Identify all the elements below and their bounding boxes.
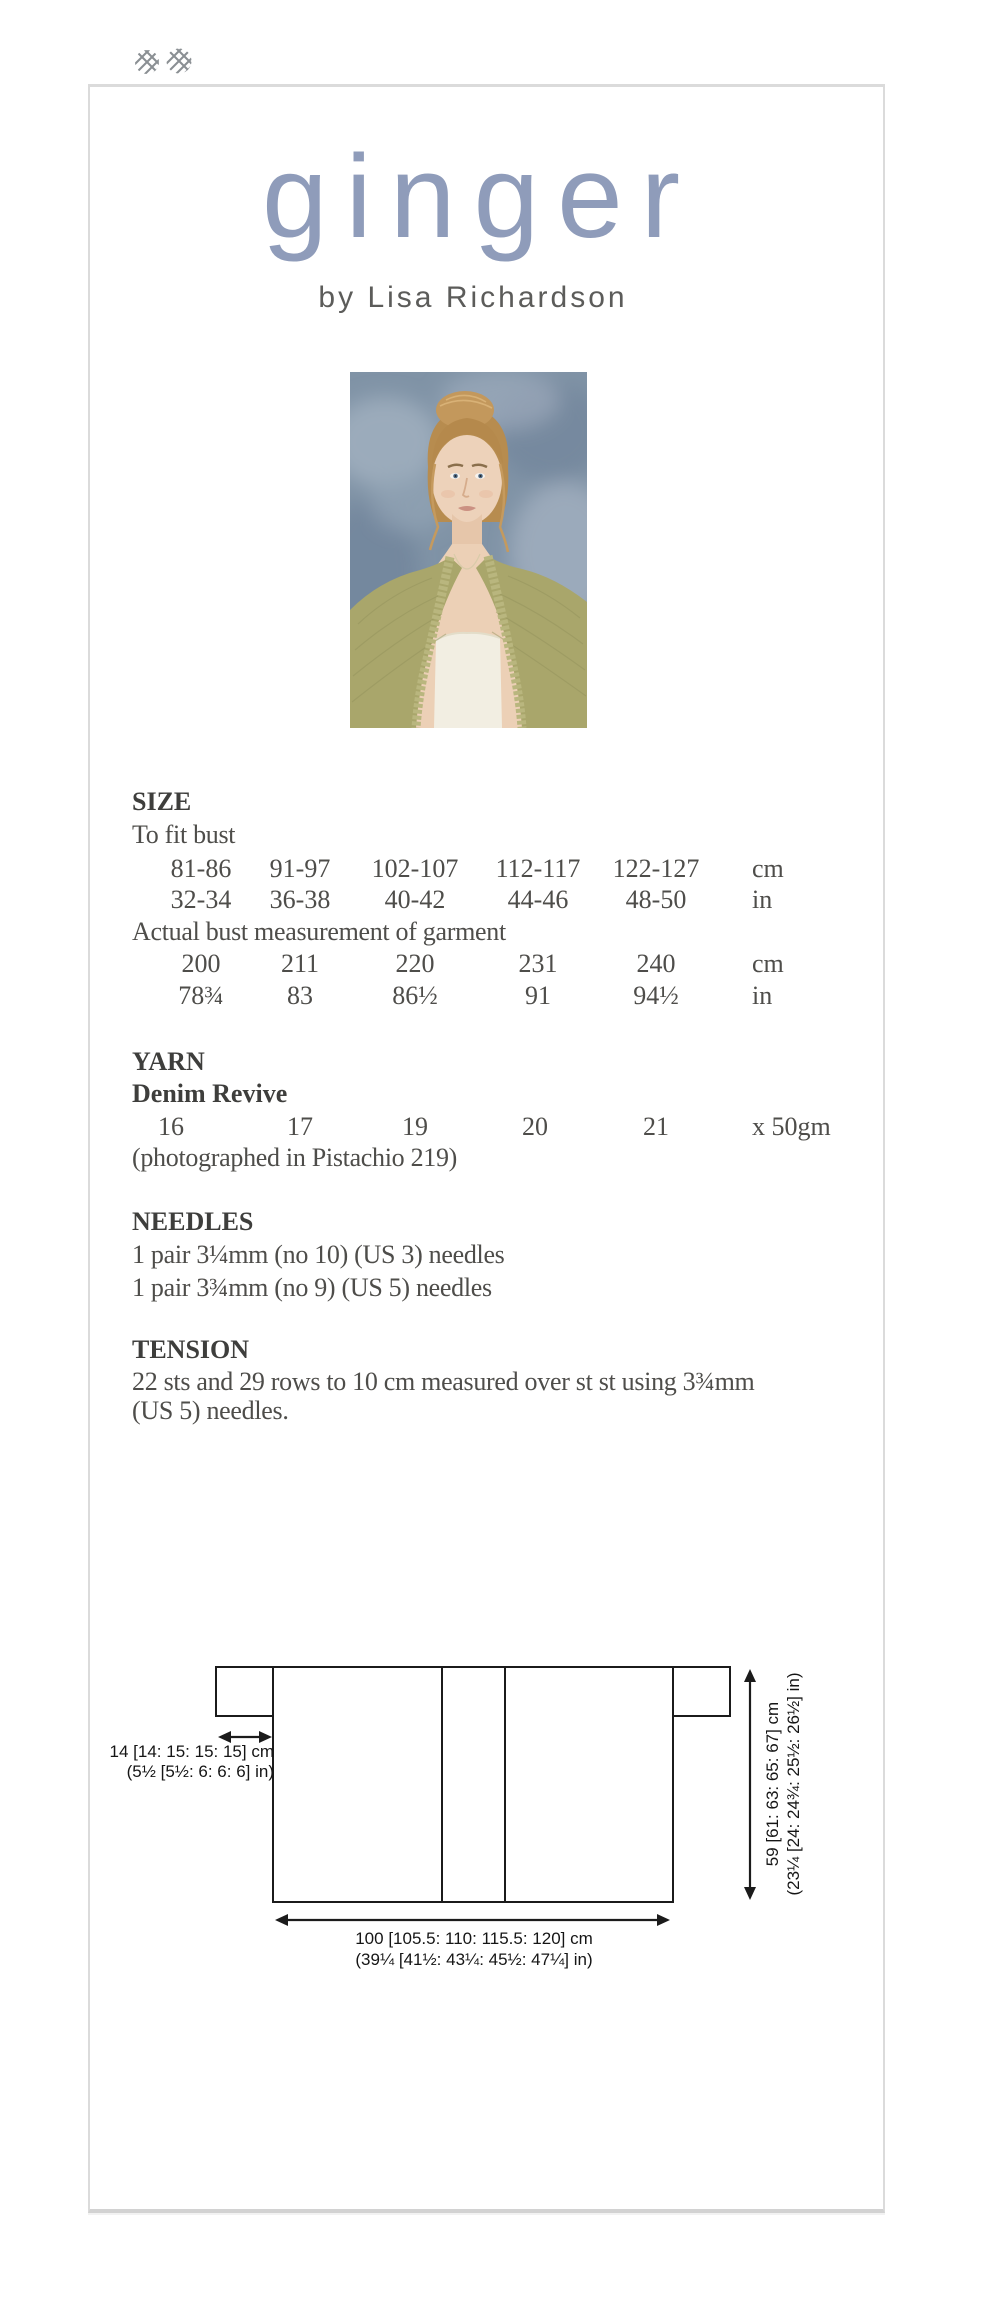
needles-line-2: 1 pair 3¾mm (no 9) (US 5) needles	[132, 1273, 492, 1302]
size-value: 211	[280, 949, 320, 978]
yarn-unit-label: x 50gm	[752, 1112, 831, 1141]
cuff-width-cm: 14 [14: 15: 15: 15] cm	[109, 1742, 274, 1761]
tension-line-1: 22 sts and 29 rows to 10 cm measured over st st using 3¾mm	[132, 1367, 755, 1396]
length-arrow	[744, 1669, 756, 1900]
yarn-name: Denim Revive	[132, 1079, 288, 1108]
yarn-note: (photographed in Pistachio 219)	[132, 1143, 458, 1172]
size-value: 36-38	[269, 885, 331, 914]
tension-heading: TENSION	[132, 1335, 250, 1364]
yarn-quantity: 19	[402, 1112, 428, 1141]
size-actual-label: Actual bust measurement of garment	[132, 917, 506, 946]
size-value: 83	[287, 981, 313, 1010]
yarn-ball-1	[134, 43, 170, 81]
size-value: 220	[395, 949, 435, 978]
unit-label: cm	[752, 854, 784, 883]
size-value: 231	[518, 949, 558, 978]
size-value: 112-117	[495, 854, 581, 883]
size-value: 48-50	[625, 885, 687, 914]
yarn-ball-2	[160, 43, 194, 80]
size-value: 91-97	[269, 854, 331, 883]
length-in: (23¼ [24: 24¾: 25½: 26½] in)	[784, 1672, 803, 1896]
yarn-quantity: 17	[287, 1112, 313, 1141]
yarn-heading: YARN	[132, 1047, 205, 1076]
length-label	[762, 1672, 804, 1895]
body-outline	[273, 1667, 673, 1902]
needles-line-1: 1 pair 3¼mm (no 10) (US 3) needles	[132, 1240, 505, 1269]
width-arrow	[275, 1914, 670, 1926]
cuff-width-in: (5½ [5½: 6: 6: 6] in)	[126, 1762, 274, 1781]
right-cuff-outline	[673, 1667, 730, 1716]
unit-label: cm	[752, 949, 784, 978]
length-cm: 59 [61: 63: 65: 67] cm	[763, 1701, 782, 1867]
size-value: 94½	[633, 981, 679, 1010]
yarn-quantity: 16	[158, 1112, 184, 1141]
size-value: 102-107	[371, 854, 459, 883]
unit-label: in	[752, 981, 773, 1010]
size-to-fit-cm-row	[132, 853, 832, 885]
camisole	[434, 633, 502, 728]
yarn-quantity: 21	[643, 1112, 669, 1141]
width-in: (39¼ [41½: 43¼: 45½: 47¼] in)	[355, 1950, 593, 1969]
cuff-width-label	[96, 1742, 274, 1782]
yarn-balls-logo-icon	[134, 43, 194, 81]
model-photo-image	[350, 372, 587, 728]
width-label	[355, 1928, 593, 1970]
size-value: 240	[636, 949, 676, 978]
left-cuff-outline	[216, 1667, 273, 1716]
size-value: 32-34	[170, 885, 232, 914]
yarn-quantities-row	[132, 1111, 832, 1143]
size-value: 122-127	[612, 854, 700, 883]
width-cm: 100 [105.5: 110: 115.5: 120] cm	[355, 1929, 593, 1948]
tension-line-2: (US 5) needles.	[132, 1396, 289, 1425]
unit-label: in	[752, 885, 773, 914]
size-to-fit-label: To fit bust	[132, 820, 236, 849]
pattern-title: ginger	[261, 131, 699, 263]
size-value: 78¾	[178, 981, 224, 1010]
size-value: 81-86	[170, 854, 232, 883]
size-value: 86½	[392, 981, 438, 1010]
size-actual-in-row	[132, 980, 832, 1012]
needles-heading: NEEDLES	[132, 1207, 254, 1236]
size-actual-cm-row	[132, 948, 832, 980]
size-value: 40-42	[384, 885, 446, 914]
size-value: 91	[525, 981, 551, 1010]
pattern-byline: by Lisa Richardson	[318, 281, 628, 314]
yarn-quantity: 20	[522, 1112, 548, 1141]
size-to-fit-in-row	[132, 884, 832, 916]
garment-schematic	[200, 1655, 820, 1975]
model-photo	[350, 372, 587, 728]
size-value: 200	[181, 949, 221, 978]
size-heading: SIZE	[132, 787, 192, 816]
size-value: 44-46	[507, 885, 569, 914]
